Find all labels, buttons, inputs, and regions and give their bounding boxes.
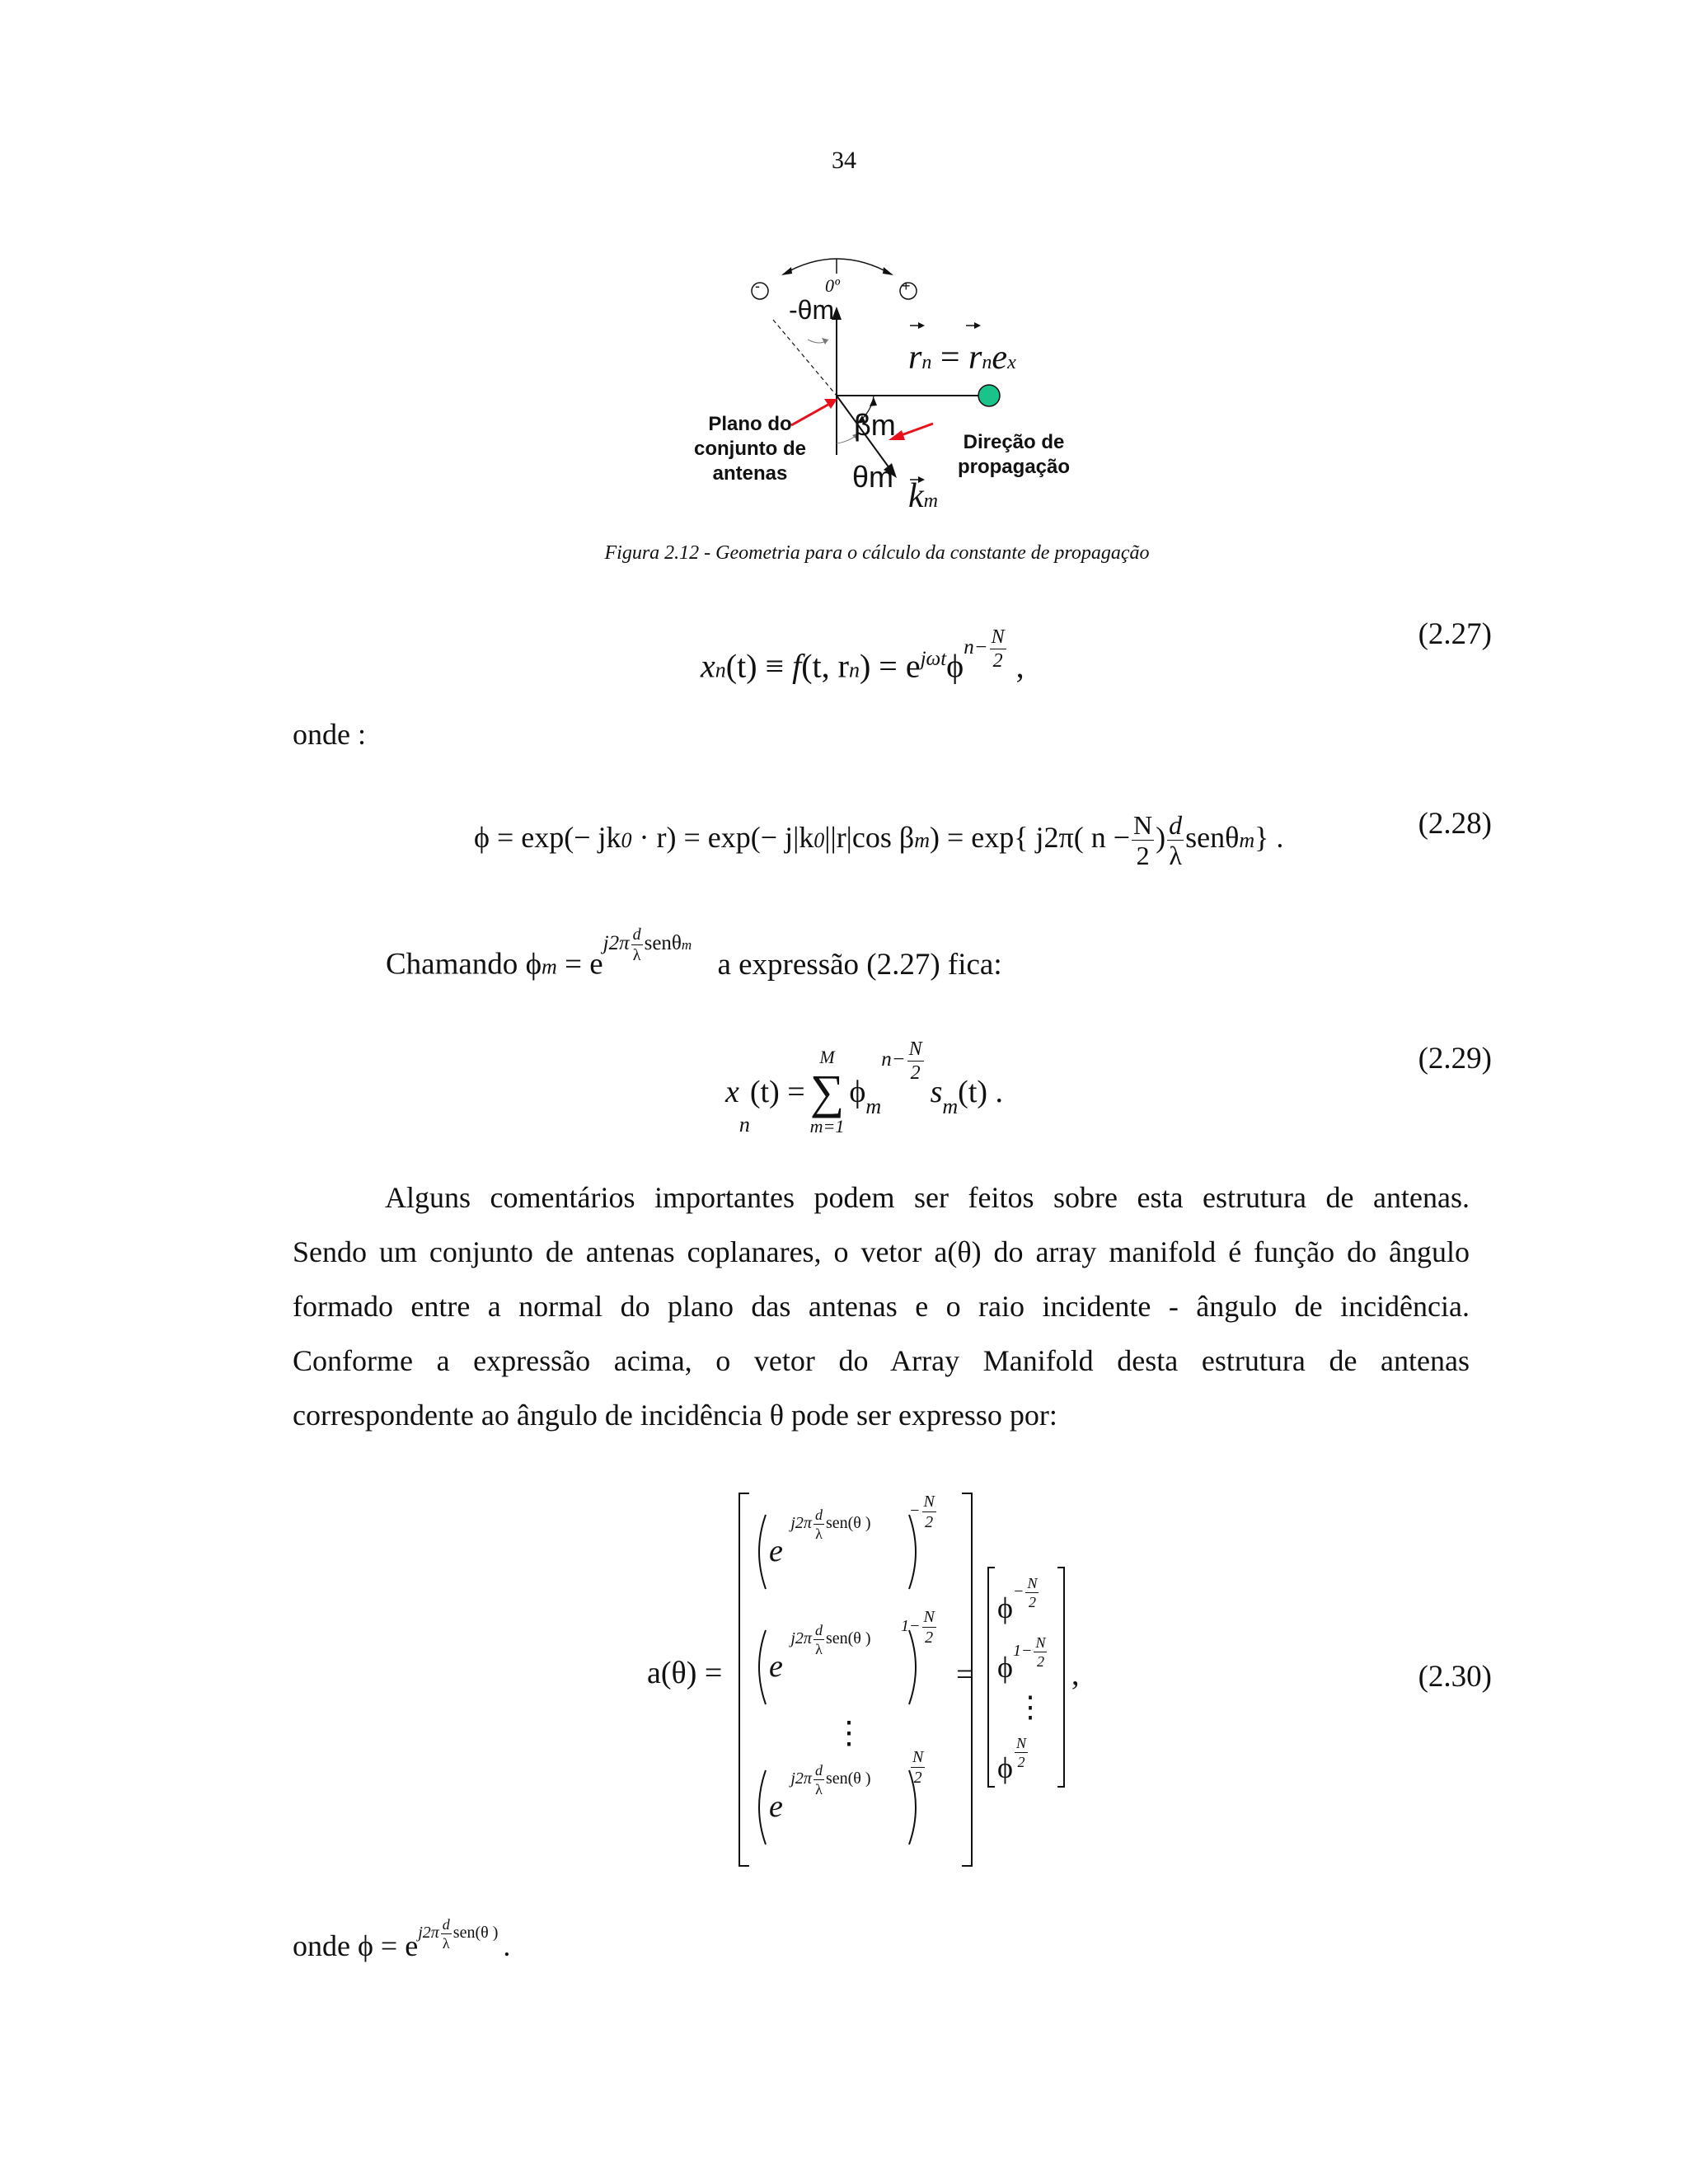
paragraph-line: formado entre a normal do plano das antenas e o raio incidente - ângulo de incidência. [293,1290,1470,1323]
zero-degree-label: 0º [825,275,840,296]
minus-circle [752,283,768,299]
equation-number-2-29: (2.29) [1418,1042,1492,1076]
neg-theta-label: -θm [789,295,835,325]
onde-phi-line: onde $\phi = e^{j2\pi \frac{d}{\lambda} sen(\theta )}$ . [293,1915,511,1962]
antenna-element [978,385,1000,406]
equation-2-27: xn(t) ≡ f(t, $rn) = e^{j\omega t}\phi^{n- \frac{N}{2}}$ , [701,626,1025,685]
matrix-power-2: 1− $\frac{N}{2}$ [901,1608,935,1647]
plus-label: + [902,278,911,294]
vector-entry-2: $\phi^{1- \frac{N}{2}}$ [997,1633,1046,1684]
minus-label: - [755,278,760,294]
matrix-entry-3: e $^{j2\pi \frac{d}{\lambda} sen(\theta )}$ [769,1761,871,1824]
arc-arrowhead-left [781,267,792,275]
angle-arc [783,259,892,274]
beta-m-label: βm [854,408,896,442]
matrix-power-3: $\frac{N}{2}$ [912,1748,924,1787]
matrix-vdots: ⋮ [833,1716,865,1750]
page-number: 34 [832,147,856,174]
equation-2-29: x n (t) = M ∑ m=1 ϕ m $^{n- \frac{N}{2}}$ s m (t) . [725,1038,1004,1137]
equation-number-2-27: (2.27) [1418,617,1492,651]
equation-2-30-comma: , [1071,1657,1080,1692]
equation-number-2-30: (2.30) [1418,1660,1492,1694]
paragraph-line: Alguns comentários importantes podem ser feitos sobre esta estrutura de antenas. [385,1181,1470,1214]
equation-number-2-28: (2.28) [1418,807,1492,841]
incident-dashed-line [773,320,837,396]
matrix-entry-1: e $^{j2\pi \frac{d}{\lambda} sen(\theta )}$ [769,1506,871,1568]
equation-2-28: ϕ = exp(− jk0 · r) = exp(− j|k0||r|cos βm) = exp{ j2π( n − $\frac{N}{2}$ ) $\frac{d}{\lambda}$ senθm} . [474,810,1284,870]
onde-label: onde : [293,718,366,751]
paragraph-line: Conforme a expressão acima, o vetor do Array Manifold desta estrutura de antenas [293,1344,1470,1377]
theta-m-label: θm [852,460,894,494]
km-label: km [908,477,938,515]
lhs-a-theta: a(θ) = [647,1656,723,1690]
body-paragraph [293,1170,1470,1442]
paragraph-line: correspondente ao ângulo de incidência θ pode ser expresso por: [293,1399,1057,1432]
chamando-line: Chamando $\phi m = e^{j2\pi \frac{d}{\lambda} sen\theta m}$ a expressão (2.27) fica: [386,926,1002,982]
matrix-entry-2: e $^{j2\pi \frac{d}{\lambda} sen(\theta )}$ [769,1621,871,1684]
vector-entry-3: ϕ $^{\frac{N}{2}}$ [997,1734,1026,1784]
vector-entry-1: $\phi^{- \frac{N}{2}}$ [997,1574,1038,1624]
paragraph-line: Sendo um conjunto de antenas coplanares, o vetor a(θ) do array manifold é função do ângulo [293,1235,1470,1268]
rn-equation-label: rn = rnex [908,339,1016,377]
summation: M ∑ m=1 [809,1047,845,1137]
plane-label: Plano do conjunto de antenas [694,413,806,485]
direction-label: Direção de propagação [957,431,1071,478]
matrix-equals: = [956,1657,974,1692]
arc-arrowhead-right [883,267,893,275]
vector-vdots: ⋮ [1015,1690,1045,1723]
plane-red-arrowhead [824,399,837,409]
figure-caption: Figura 2.12 - Geometria para o cálculo da constante de propagação [604,542,1150,564]
matrix-power-1: − $\frac{N}{2}$ [909,1493,935,1531]
